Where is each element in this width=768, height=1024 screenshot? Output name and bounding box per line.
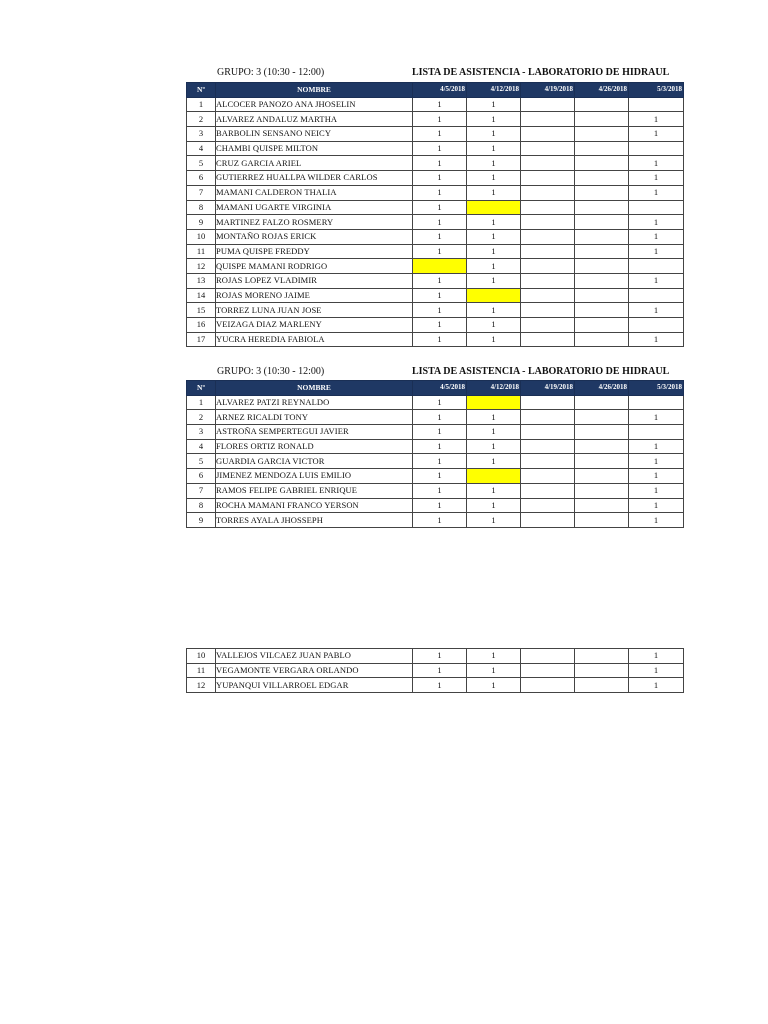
header-date: 4/5/2018 bbox=[413, 381, 467, 396]
table-row bbox=[187, 469, 684, 484]
attendance-cell bbox=[521, 200, 575, 215]
attendance-cell bbox=[521, 318, 575, 333]
row-number: 7 bbox=[187, 483, 216, 498]
student-name: FLORES ORTIZ RONALD bbox=[216, 439, 413, 454]
attendance-cell: 1 bbox=[629, 273, 684, 288]
attendance-table bbox=[186, 82, 684, 347]
table-row bbox=[187, 483, 684, 498]
attendance-cell: 1 bbox=[629, 469, 684, 484]
attendance-cell bbox=[575, 273, 629, 288]
table-row bbox=[187, 229, 684, 244]
attendance-cell bbox=[575, 259, 629, 274]
row-number: 11 bbox=[187, 244, 216, 259]
attendance-cell: 1 bbox=[467, 259, 521, 274]
attendance-cell bbox=[575, 244, 629, 259]
table-row bbox=[187, 156, 684, 171]
attendance-cell bbox=[575, 410, 629, 425]
attendance-cell: 1 bbox=[413, 425, 467, 440]
attendance-cell: 1 bbox=[413, 318, 467, 333]
student-name: BARBOLIN SENSANO NEICY bbox=[216, 127, 413, 142]
sheet-title: LISTA DE ASISTENCIA - LABORATORIO DE HIDRAUL bbox=[412, 67, 670, 78]
attendance-cell: 1 bbox=[413, 215, 467, 230]
attendance-cell: 1 bbox=[629, 112, 684, 127]
attendance-cell: 1 bbox=[413, 678, 467, 693]
attendance-cell: 1 bbox=[413, 244, 467, 259]
row-number: 5 bbox=[187, 454, 216, 469]
row-number: 16 bbox=[187, 318, 216, 333]
student-name: MAMANI CALDERON THALIA bbox=[216, 185, 413, 200]
attendance-cell bbox=[575, 469, 629, 484]
attendance-cell bbox=[575, 185, 629, 200]
attendance-cell bbox=[521, 498, 575, 513]
attendance-cell bbox=[629, 318, 684, 333]
attendance-cell bbox=[521, 469, 575, 484]
table-row bbox=[187, 200, 684, 215]
student-name: ARNEZ RICALDI TONY bbox=[216, 410, 413, 425]
attendance-cell bbox=[467, 395, 521, 410]
attendance-cell: 1 bbox=[413, 112, 467, 127]
attendance-cell bbox=[467, 469, 521, 484]
attendance-cell bbox=[521, 439, 575, 454]
table-row bbox=[187, 273, 684, 288]
row-number: 12 bbox=[187, 259, 216, 274]
attendance-cell bbox=[575, 215, 629, 230]
table-row bbox=[187, 395, 684, 410]
student-name: ALVAREZ ANDALUZ MARTHA bbox=[216, 112, 413, 127]
attendance-cell: 1 bbox=[413, 171, 467, 186]
attendance-cell bbox=[575, 498, 629, 513]
attendance-cell: 1 bbox=[467, 185, 521, 200]
attendance-cell: 1 bbox=[629, 483, 684, 498]
attendance-cell bbox=[575, 678, 629, 693]
attendance-cell bbox=[575, 303, 629, 318]
attendance-cell bbox=[575, 200, 629, 215]
attendance-cell: 1 bbox=[629, 127, 684, 142]
table-row bbox=[187, 141, 684, 156]
attendance-cell bbox=[521, 425, 575, 440]
attendance-cell bbox=[521, 649, 575, 664]
row-number: 1 bbox=[187, 97, 216, 112]
attendance-cell bbox=[521, 244, 575, 259]
header-number: Nº bbox=[187, 381, 216, 396]
table-header-row bbox=[187, 381, 684, 396]
row-number: 6 bbox=[187, 469, 216, 484]
student-name: VALLEJOS VILCAEZ JUAN PABLO bbox=[216, 649, 413, 664]
attendance-cell: 1 bbox=[629, 454, 684, 469]
attendance-cell bbox=[521, 229, 575, 244]
attendance-cell: 1 bbox=[629, 498, 684, 513]
table-row bbox=[187, 244, 684, 259]
attendance-cell bbox=[575, 97, 629, 112]
attendance-cell bbox=[521, 454, 575, 469]
attendance-cell: 1 bbox=[629, 244, 684, 259]
row-number: 5 bbox=[187, 156, 216, 171]
attendance-cell: 1 bbox=[629, 513, 684, 528]
attendance-cell bbox=[575, 171, 629, 186]
table-row bbox=[187, 332, 684, 347]
header-number: Nº bbox=[187, 83, 216, 98]
attendance-cell bbox=[575, 112, 629, 127]
student-name: MONTAÑO ROJAS ERICK bbox=[216, 229, 413, 244]
attendance-cell bbox=[629, 259, 684, 274]
student-name: VEIZAGA DIAZ MARLENY bbox=[216, 318, 413, 333]
attendance-cell: 1 bbox=[629, 332, 684, 347]
attendance-cell bbox=[575, 513, 629, 528]
header-date: 4/26/2018 bbox=[575, 83, 629, 98]
row-number: 12 bbox=[187, 678, 216, 693]
row-number: 9 bbox=[187, 513, 216, 528]
table-row bbox=[187, 410, 684, 425]
student-name: YUPANQUI VILLARROEL EDGAR bbox=[216, 678, 413, 693]
attendance-cell bbox=[521, 288, 575, 303]
student-name: QUISPE MAMANI RODRIGO bbox=[216, 259, 413, 274]
row-number: 8 bbox=[187, 200, 216, 215]
student-name: MAMANI UGARTE VIRGINIA bbox=[216, 200, 413, 215]
row-number: 6 bbox=[187, 171, 216, 186]
attendance-cell: 1 bbox=[629, 439, 684, 454]
row-number: 11 bbox=[187, 663, 216, 678]
row-number: 10 bbox=[187, 229, 216, 244]
attendance-cell: 1 bbox=[413, 454, 467, 469]
attendance-cell bbox=[521, 185, 575, 200]
attendance-cell: 1 bbox=[467, 156, 521, 171]
attendance-cell bbox=[413, 259, 467, 274]
attendance-cell bbox=[521, 663, 575, 678]
attendance-cell bbox=[521, 332, 575, 347]
table-row bbox=[187, 288, 684, 303]
row-number: 13 bbox=[187, 273, 216, 288]
table-row bbox=[187, 513, 684, 528]
attendance-cell: 1 bbox=[629, 678, 684, 693]
attendance-cell: 1 bbox=[467, 513, 521, 528]
attendance-cell bbox=[467, 288, 521, 303]
attendance-cell: 1 bbox=[467, 141, 521, 156]
attendance-cell: 1 bbox=[467, 498, 521, 513]
header-date: 4/26/2018 bbox=[575, 381, 629, 396]
attendance-cell: 1 bbox=[467, 171, 521, 186]
student-name: GUTIERREZ HUALLPA WILDER CARLOS bbox=[216, 171, 413, 186]
attendance-cell: 1 bbox=[413, 273, 467, 288]
table-row bbox=[187, 649, 684, 664]
attendance-cell: 1 bbox=[467, 273, 521, 288]
header-date: 5/3/2018 bbox=[629, 381, 684, 396]
attendance-cell bbox=[575, 649, 629, 664]
table-row bbox=[187, 454, 684, 469]
student-name: MARTINEZ FALZO ROSMERY bbox=[216, 215, 413, 230]
attendance-cell: 1 bbox=[413, 332, 467, 347]
student-name: JIMENEZ MENDOZA LUIS EMILIO bbox=[216, 469, 413, 484]
row-number: 4 bbox=[187, 439, 216, 454]
attendance-cell: 1 bbox=[467, 439, 521, 454]
attendance-cell: 1 bbox=[467, 244, 521, 259]
row-number: 7 bbox=[187, 185, 216, 200]
attendance-cell: 1 bbox=[467, 97, 521, 112]
row-number: 2 bbox=[187, 112, 216, 127]
attendance-cell bbox=[575, 663, 629, 678]
table-header-row bbox=[187, 83, 684, 98]
attendance-cell: 1 bbox=[467, 229, 521, 244]
attendance-cell bbox=[521, 156, 575, 171]
attendance-cell bbox=[521, 97, 575, 112]
attendance-cell bbox=[521, 215, 575, 230]
attendance-cell: 1 bbox=[467, 112, 521, 127]
attendance-cell bbox=[575, 318, 629, 333]
attendance-cell: 1 bbox=[413, 303, 467, 318]
attendance-cell: 1 bbox=[467, 425, 521, 440]
attendance-cell bbox=[521, 678, 575, 693]
student-name: VEGAMONTE VERGARA ORLANDO bbox=[216, 663, 413, 678]
attendance-cell bbox=[521, 303, 575, 318]
attendance-cell bbox=[521, 395, 575, 410]
attendance-cell: 1 bbox=[467, 332, 521, 347]
attendance-cell: 1 bbox=[467, 318, 521, 333]
attendance-cell: 1 bbox=[413, 97, 467, 112]
attendance-cell bbox=[521, 410, 575, 425]
attendance-cell: 1 bbox=[467, 303, 521, 318]
attendance-cell: 1 bbox=[629, 303, 684, 318]
attendance-cell bbox=[575, 127, 629, 142]
attendance-cell bbox=[521, 513, 575, 528]
student-name: ROJAS LOPEZ VLADIMIR bbox=[216, 273, 413, 288]
student-name: PUMA QUISPE FREDDY bbox=[216, 244, 413, 259]
table-row bbox=[187, 678, 684, 693]
student-name: CHAMBI QUISPE MILTON bbox=[216, 141, 413, 156]
attendance-cell bbox=[521, 483, 575, 498]
attendance-cell: 1 bbox=[467, 127, 521, 142]
attendance-cell: 1 bbox=[413, 141, 467, 156]
attendance-cell: 1 bbox=[629, 410, 684, 425]
attendance-cell: 1 bbox=[413, 200, 467, 215]
attendance-cell: 1 bbox=[467, 678, 521, 693]
attendance-cell: 1 bbox=[413, 410, 467, 425]
table-row bbox=[187, 171, 684, 186]
student-name: ALVAREZ PATZI REYNALDO bbox=[216, 395, 413, 410]
attendance-table-continued bbox=[186, 648, 684, 693]
header-date: 4/12/2018 bbox=[467, 381, 521, 396]
table-row bbox=[187, 498, 684, 513]
attendance-cell: 1 bbox=[467, 483, 521, 498]
attendance-cell bbox=[521, 141, 575, 156]
attendance-cell bbox=[467, 200, 521, 215]
attendance-cell bbox=[575, 439, 629, 454]
student-name: TORREZ LUNA JUAN JOSE bbox=[216, 303, 413, 318]
attendance-cell: 1 bbox=[629, 663, 684, 678]
attendance-cell: 1 bbox=[629, 156, 684, 171]
attendance-cell: 1 bbox=[413, 469, 467, 484]
table-row bbox=[187, 663, 684, 678]
header-date: 5/3/2018 bbox=[629, 83, 684, 98]
attendance-cell: 1 bbox=[467, 454, 521, 469]
attendance-cell: 1 bbox=[467, 663, 521, 678]
attendance-cell: 1 bbox=[413, 288, 467, 303]
table-row bbox=[187, 127, 684, 142]
table-row bbox=[187, 425, 684, 440]
row-number: 15 bbox=[187, 303, 216, 318]
group-label: GRUPO: 3 (10:30 - 12:00) bbox=[217, 67, 325, 78]
student-name: TORRES AYALA JHOSSEPH bbox=[216, 513, 413, 528]
attendance-cell bbox=[521, 112, 575, 127]
header-date: 4/5/2018 bbox=[413, 83, 467, 98]
table-row bbox=[187, 318, 684, 333]
row-number: 14 bbox=[187, 288, 216, 303]
row-number: 1 bbox=[187, 395, 216, 410]
attendance-cell: 1 bbox=[413, 498, 467, 513]
attendance-cell bbox=[629, 288, 684, 303]
attendance-cell: 1 bbox=[413, 439, 467, 454]
attendance-cell bbox=[575, 141, 629, 156]
student-name: ROCHA MAMANI FRANCO YERSON bbox=[216, 498, 413, 513]
row-number: 2 bbox=[187, 410, 216, 425]
attendance-cell bbox=[575, 395, 629, 410]
student-name: GUARDIA GARCIA VICTOR bbox=[216, 454, 413, 469]
attendance-cell: 1 bbox=[629, 649, 684, 664]
student-name: ASTROÑA SEMPERTEGUI JAVIER bbox=[216, 425, 413, 440]
row-number: 17 bbox=[187, 332, 216, 347]
attendance-cell: 1 bbox=[629, 215, 684, 230]
attendance-cell: 1 bbox=[413, 127, 467, 142]
attendance-cell: 1 bbox=[413, 663, 467, 678]
row-number: 8 bbox=[187, 498, 216, 513]
row-number: 10 bbox=[187, 649, 216, 664]
attendance-cell bbox=[575, 288, 629, 303]
table-row bbox=[187, 259, 684, 274]
attendance-cell bbox=[521, 273, 575, 288]
attendance-cell: 1 bbox=[413, 483, 467, 498]
attendance-cell bbox=[629, 395, 684, 410]
sheet-title: LISTA DE ASISTENCIA - LABORATORIO DE HIDRAUL bbox=[412, 366, 670, 377]
attendance-cell bbox=[575, 483, 629, 498]
attendance-cell: 1 bbox=[629, 229, 684, 244]
attendance-cell bbox=[521, 171, 575, 186]
student-name: YUCRA HEREDIA FABIOLA bbox=[216, 332, 413, 347]
attendance-cell bbox=[521, 259, 575, 274]
table-row bbox=[187, 439, 684, 454]
attendance-cell bbox=[575, 425, 629, 440]
table-row bbox=[187, 112, 684, 127]
attendance-cell: 1 bbox=[413, 395, 467, 410]
attendance-cell bbox=[575, 332, 629, 347]
student-name: ALCOCER PANOZO ANA JHOSELIN bbox=[216, 97, 413, 112]
table-row bbox=[187, 215, 684, 230]
attendance-cell: 1 bbox=[629, 185, 684, 200]
student-name: CRUZ GARCIA ARIEL bbox=[216, 156, 413, 171]
attendance-cell bbox=[629, 141, 684, 156]
attendance-cell bbox=[629, 200, 684, 215]
header-date: 4/19/2018 bbox=[521, 381, 575, 396]
row-number: 9 bbox=[187, 215, 216, 230]
attendance-cell bbox=[575, 454, 629, 469]
table-row bbox=[187, 97, 684, 112]
attendance-cell bbox=[575, 229, 629, 244]
attendance-cell bbox=[575, 156, 629, 171]
table-row bbox=[187, 303, 684, 318]
attendance-cell: 1 bbox=[413, 185, 467, 200]
student-name: RAMOS FELIPE GABRIEL ENRIQUE bbox=[216, 483, 413, 498]
attendance-cell: 1 bbox=[413, 229, 467, 244]
attendance-cell: 1 bbox=[467, 410, 521, 425]
attendance-cell: 1 bbox=[413, 513, 467, 528]
header-date: 4/19/2018 bbox=[521, 83, 575, 98]
attendance-cell: 1 bbox=[467, 215, 521, 230]
attendance-cell: 1 bbox=[629, 171, 684, 186]
table-row bbox=[187, 185, 684, 200]
row-number: 3 bbox=[187, 425, 216, 440]
attendance-cell bbox=[521, 127, 575, 142]
attendance-cell bbox=[629, 425, 684, 440]
attendance-cell: 1 bbox=[467, 649, 521, 664]
header-date: 4/12/2018 bbox=[467, 83, 521, 98]
attendance-table bbox=[186, 380, 684, 528]
attendance-cell: 1 bbox=[413, 649, 467, 664]
header-name: NOMBRE bbox=[216, 381, 413, 396]
row-number: 4 bbox=[187, 141, 216, 156]
attendance-cell bbox=[629, 97, 684, 112]
row-number: 3 bbox=[187, 127, 216, 142]
header-name: NOMBRE bbox=[216, 83, 413, 98]
group-label: GRUPO: 3 (10:30 - 12:00) bbox=[217, 366, 325, 377]
student-name: ROJAS MORENO JAIME bbox=[216, 288, 413, 303]
attendance-cell: 1 bbox=[413, 156, 467, 171]
